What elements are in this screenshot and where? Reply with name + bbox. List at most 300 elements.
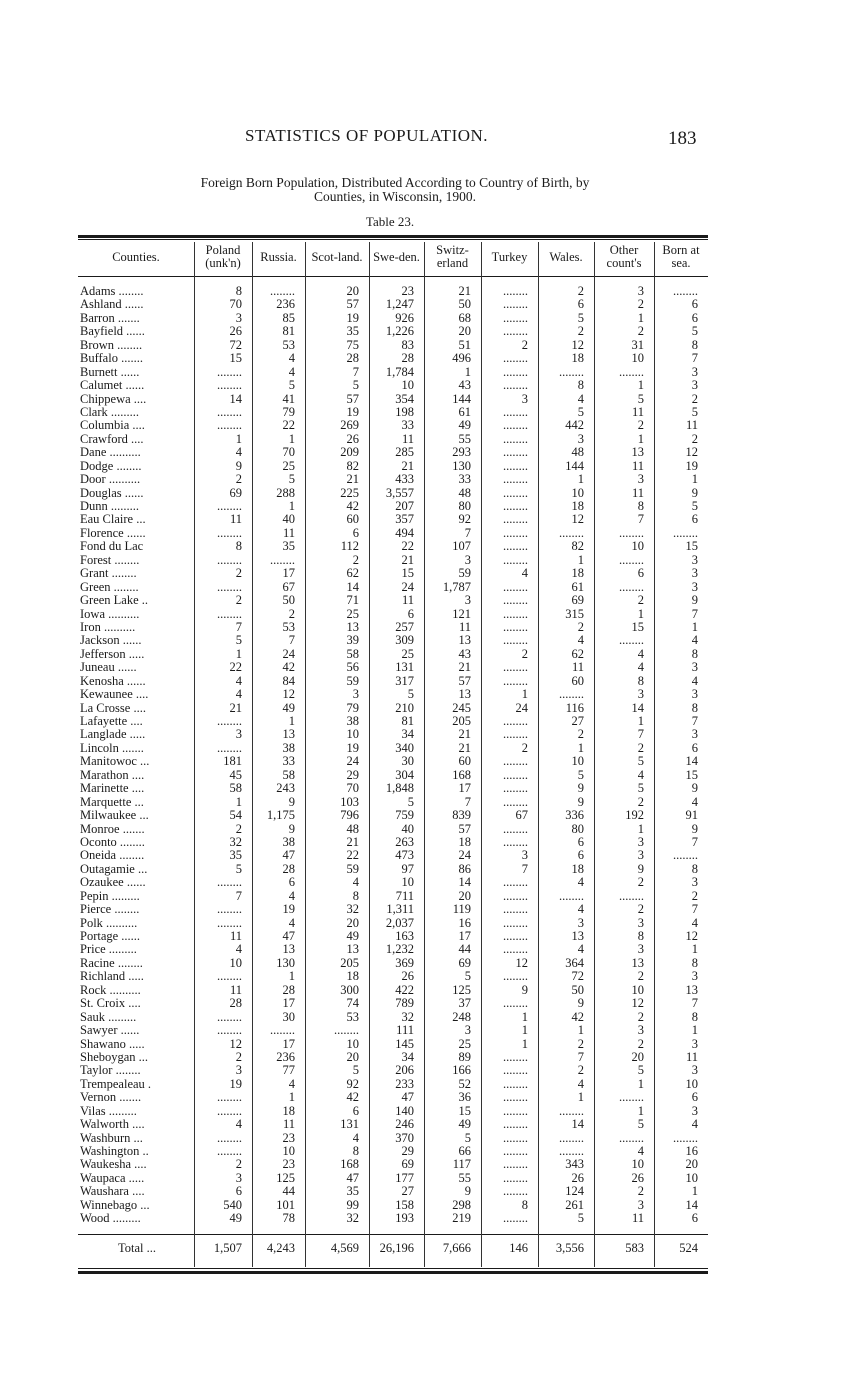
- cell-russia: 28: [282, 982, 295, 997]
- table-row: [0, 339, 859, 352]
- county-name: Pierce ........: [80, 902, 140, 917]
- cell-poland: 4: [235, 687, 242, 702]
- cell-born-at-sea: 7: [691, 714, 698, 728]
- cell-russia: 79: [282, 404, 295, 419]
- cell-sweden: 433: [395, 472, 414, 487]
- cell-switzerland: 107: [452, 539, 471, 554]
- cell-turkey: ........: [503, 593, 528, 608]
- cell-scotland: 209: [340, 445, 359, 460]
- cell-turkey: ........: [503, 310, 528, 325]
- cell-turkey: ........: [503, 485, 528, 500]
- county-name: Buffalo .......: [80, 351, 143, 366]
- cell-scotland: 47: [346, 1170, 359, 1185]
- table-row: [0, 957, 859, 970]
- cell-turkey: 3: [521, 391, 528, 406]
- cell-sweden: 711: [395, 888, 414, 903]
- cell-poland: 12: [229, 1036, 242, 1051]
- cell-wales: 72: [571, 969, 584, 984]
- cell-russia: 5: [288, 472, 295, 487]
- table-row: [0, 581, 859, 594]
- cell-other-countries: 6: [637, 566, 644, 581]
- table-row: [0, 567, 859, 580]
- table-row: [0, 876, 859, 889]
- cell-wales: ........: [559, 687, 584, 702]
- cell-wales: 4: [577, 1076, 584, 1091]
- cell-switzerland: 21: [458, 660, 471, 675]
- cell-wales: 18: [571, 351, 584, 366]
- total-other-countries: 583: [625, 1241, 644, 1255]
- cell-scotland: 2: [352, 552, 359, 567]
- cell-other-countries: 2: [637, 902, 644, 917]
- cell-poland: 4: [235, 445, 242, 460]
- county-name: Lincoln .......: [80, 740, 144, 755]
- county-name: Lafayette ....: [80, 714, 143, 728]
- cell-switzerland: 298: [452, 1197, 471, 1212]
- county-name: Shawano .....: [80, 1036, 145, 1051]
- cell-scotland: 79: [346, 700, 359, 715]
- cell-other-countries: 5: [637, 391, 644, 406]
- cell-switzerland: 55: [458, 431, 471, 446]
- cell-born-at-sea: 8: [691, 1009, 698, 1024]
- cell-scotland: 56: [346, 660, 359, 675]
- cell-switzerland: 33: [458, 472, 471, 487]
- top-rule-thick: [78, 235, 708, 238]
- cell-sweden: 34: [401, 1049, 414, 1064]
- cell-scotland: 10: [346, 727, 359, 742]
- cell-switzerland: 15: [458, 1103, 471, 1118]
- cell-other-countries: 3: [637, 834, 644, 849]
- cell-born-at-sea: 3: [691, 378, 698, 393]
- cell-scotland: 8: [352, 1144, 359, 1158]
- cell-russia: 78: [282, 1211, 295, 1226]
- cell-scotland: 19: [346, 310, 359, 325]
- cell-born-at-sea: 1: [691, 942, 698, 957]
- cell-sweden: 2,037: [385, 915, 414, 930]
- cell-switzerland: 51: [458, 337, 471, 352]
- total-turkey: 146: [509, 1241, 528, 1255]
- cell-other-countries: ........: [619, 579, 644, 594]
- county-name: Juneau ......: [80, 660, 137, 675]
- cell-sweden: 1,311: [386, 902, 414, 917]
- cell-scotland: 5: [352, 378, 359, 393]
- table-row: [0, 1091, 859, 1104]
- county-name: Marinette ....: [80, 781, 145, 796]
- cell-sweden: 34: [401, 727, 414, 742]
- cell-born-at-sea: 2: [691, 391, 698, 406]
- cell-other-countries: 8: [637, 673, 644, 688]
- table-row: [0, 1158, 859, 1171]
- cell-poland: 69: [229, 485, 242, 500]
- total-scotland: 4,569: [330, 1241, 359, 1255]
- cell-russia: 22: [282, 418, 295, 433]
- cell-russia: 47: [282, 848, 295, 863]
- cell-other-countries: 5: [637, 1117, 644, 1132]
- cell-scotland: 42: [346, 1090, 359, 1105]
- county-name: Trempealeau .: [80, 1076, 152, 1091]
- cell-born-at-sea: 15: [685, 767, 698, 782]
- county-name: Polk ..........: [80, 915, 138, 930]
- cell-switzerland: 49: [458, 1117, 471, 1132]
- cell-poland: 7: [235, 619, 242, 634]
- cell-poland: ........: [217, 969, 242, 984]
- cell-scotland: 48: [346, 821, 359, 836]
- cell-wales: 14: [571, 1117, 584, 1132]
- cell-other-countries: ........: [619, 1090, 644, 1105]
- table-caption-line2: Counties, in Wisconsin, 1900.: [314, 189, 476, 204]
- cell-other-countries: 1: [637, 821, 644, 836]
- cell-sweden: 11: [401, 593, 414, 608]
- table-row: [0, 796, 859, 809]
- cell-poland: ........: [217, 579, 242, 594]
- cell-scotland: 168: [340, 1157, 359, 1172]
- cell-turkey: ........: [503, 418, 528, 433]
- table-row: [0, 1051, 859, 1064]
- cell-born-at-sea: 13: [685, 982, 698, 997]
- cell-other-countries: 13: [631, 445, 644, 460]
- county-name: Florence ......: [80, 525, 146, 540]
- cell-switzerland: 66: [458, 1144, 471, 1158]
- cell-scotland: 225: [340, 485, 359, 500]
- cell-turkey: ........: [503, 552, 528, 567]
- table-row: [0, 809, 859, 822]
- cell-other-countries: 2: [637, 418, 644, 433]
- cell-wales: 12: [571, 512, 584, 527]
- cell-russia: 11: [282, 525, 295, 540]
- cell-switzerland: 17: [458, 781, 471, 796]
- cell-russia: 125: [276, 1170, 295, 1185]
- cell-other-countries: 2: [637, 794, 644, 809]
- cell-switzerland: 13: [458, 687, 471, 702]
- cell-sweden: 83: [401, 337, 414, 352]
- page-number: 183: [668, 128, 697, 149]
- cell-sweden: 233: [395, 1076, 414, 1091]
- cell-poland: 1: [235, 794, 242, 809]
- cell-other-countries: 10: [631, 982, 644, 997]
- table-row: [0, 661, 859, 674]
- table-row: [0, 352, 859, 365]
- cell-russia: 101: [276, 1197, 295, 1212]
- cell-other-countries: 14: [631, 700, 644, 715]
- cell-other-countries: 3: [637, 284, 644, 298]
- cell-turkey: ........: [503, 619, 528, 634]
- cell-russia: 12: [282, 687, 295, 702]
- cell-other-countries: 1: [637, 1076, 644, 1091]
- county-name: Rock ..........: [80, 982, 141, 997]
- cell-turkey: ........: [503, 499, 528, 513]
- cell-russia: 41: [282, 391, 295, 406]
- cell-sweden: 11: [401, 431, 414, 446]
- cell-switzerland: 20: [458, 888, 471, 903]
- cell-born-at-sea: 7: [691, 996, 698, 1011]
- cell-born-at-sea: 6: [691, 1211, 698, 1226]
- total-top-rule: [78, 1234, 708, 1235]
- cell-poland: 32: [229, 834, 242, 849]
- cell-born-at-sea: 3: [691, 1063, 698, 1078]
- cell-sweden: 1,848: [385, 781, 414, 796]
- cell-turkey: 2: [521, 337, 528, 352]
- cell-turkey: ........: [503, 969, 528, 984]
- cell-scotland: 796: [340, 808, 359, 823]
- cell-russia: ........: [270, 552, 295, 567]
- cell-wales: 2: [577, 619, 584, 634]
- table-row: [0, 930, 859, 943]
- cell-turkey: 4: [521, 566, 528, 581]
- cell-switzerland: 248: [452, 1009, 471, 1024]
- cell-born-at-sea: 20: [685, 1157, 698, 1172]
- county-name: Richland .....: [80, 969, 144, 984]
- county-name: Milwaukee ...: [80, 808, 149, 823]
- cell-wales: 3: [577, 431, 584, 446]
- cell-other-countries: 8: [637, 929, 644, 943]
- cell-switzerland: 3: [464, 593, 471, 608]
- cell-switzerland: 43: [458, 646, 471, 661]
- table-row: [0, 540, 859, 553]
- cell-sweden: 23: [401, 284, 414, 298]
- cell-poland: ........: [217, 1090, 242, 1105]
- county-name: Brown ........: [80, 337, 143, 352]
- cell-wales: ........: [559, 1103, 584, 1118]
- cell-switzerland: 86: [458, 861, 471, 876]
- cell-scotland: 42: [346, 499, 359, 513]
- table-row: [0, 366, 859, 379]
- cell-turkey: ........: [503, 351, 528, 366]
- total-born-at-sea: 524: [679, 1241, 698, 1255]
- table-row: [0, 1172, 859, 1185]
- table-row: [0, 849, 859, 862]
- total-poland: 1,507: [213, 1241, 242, 1255]
- cell-sweden: 40: [401, 821, 414, 836]
- cell-sweden: 21: [401, 458, 414, 473]
- table-row: [0, 527, 859, 540]
- column-header-switzerland: Switz-erland: [436, 243, 469, 270]
- table-row: [0, 1024, 859, 1037]
- cell-russia: 7: [288, 633, 295, 648]
- cell-turkey: ........: [503, 821, 528, 836]
- county-name: Oneida ........: [80, 848, 145, 863]
- cell-born-at-sea: ........: [673, 1130, 698, 1145]
- cell-switzerland: 5: [464, 969, 471, 984]
- cell-sweden: 340: [395, 740, 414, 755]
- cell-other-countries: 3: [637, 472, 644, 487]
- cell-poland: 9: [235, 458, 242, 473]
- column-header-born-at-sea: Born at sea.: [662, 243, 700, 270]
- cell-poland: 35: [229, 848, 242, 863]
- cell-poland: 4: [235, 1117, 242, 1132]
- cell-scotland: 300: [340, 982, 359, 997]
- cell-born-at-sea: 3: [691, 969, 698, 984]
- cell-scotland: 269: [340, 418, 359, 433]
- cell-switzerland: 49: [458, 418, 471, 433]
- cell-wales: 42: [571, 1009, 584, 1024]
- cell-born-at-sea: 4: [691, 794, 698, 809]
- cell-russia: 11: [282, 1117, 295, 1132]
- table-row: [0, 917, 859, 930]
- cell-turkey: ........: [503, 284, 528, 298]
- cell-sweden: 206: [395, 1063, 414, 1078]
- cell-wales: 336: [565, 808, 584, 823]
- cell-wales: 442: [565, 418, 584, 433]
- county-name: Langlade .....: [80, 727, 146, 742]
- county-name: St. Croix ....: [80, 996, 141, 1011]
- cell-switzerland: 57: [458, 673, 471, 688]
- table-row: [0, 1078, 859, 1091]
- cell-turkey: ........: [503, 1090, 528, 1105]
- cell-russia: 81: [282, 324, 295, 339]
- cell-russia: 10: [282, 1144, 295, 1158]
- cell-sweden: 15: [401, 566, 414, 581]
- cell-russia: 38: [282, 834, 295, 849]
- cell-wales: 5: [577, 1211, 584, 1226]
- cell-russia: 44: [282, 1184, 295, 1199]
- table-row: [0, 473, 859, 486]
- cell-born-at-sea: 3: [691, 566, 698, 581]
- cell-sweden: 140: [395, 1103, 414, 1118]
- cell-russia: 130: [276, 955, 295, 970]
- cell-other-countries: 2: [637, 297, 644, 312]
- county-name: Clark .........: [80, 404, 140, 419]
- cell-other-countries: 31: [631, 337, 644, 352]
- cell-russia: 33: [282, 754, 295, 769]
- cell-russia: 47: [282, 929, 295, 943]
- cell-sweden: 193: [395, 1211, 414, 1226]
- cell-poland: 3: [235, 727, 242, 742]
- cell-turkey: ........: [503, 472, 528, 487]
- cell-wales: 2: [577, 1036, 584, 1051]
- cell-switzerland: 89: [458, 1049, 471, 1064]
- cell-wales: ........: [559, 525, 584, 540]
- cell-sweden: 30: [401, 754, 414, 769]
- cell-poland: ........: [217, 418, 242, 433]
- cell-turkey: ........: [503, 1170, 528, 1185]
- cell-other-countries: 3: [637, 1023, 644, 1038]
- cell-scotland: 18: [346, 969, 359, 984]
- total-row: [0, 1241, 859, 1257]
- cell-scotland: 59: [346, 861, 359, 876]
- cell-wales: 4: [577, 391, 584, 406]
- cell-switzerland: 245: [452, 700, 471, 715]
- cell-turkey: ........: [503, 1076, 528, 1091]
- cell-turkey: ........: [503, 1130, 528, 1145]
- cell-poland: ........: [217, 1144, 242, 1158]
- cell-turkey: 2: [521, 740, 528, 755]
- cell-russia: 4: [288, 888, 295, 903]
- cell-switzerland: 130: [452, 458, 471, 473]
- cell-wales: 1: [577, 1090, 584, 1105]
- cell-russia: 67: [282, 579, 295, 594]
- cell-scotland: 205: [340, 955, 359, 970]
- cell-russia: 17: [282, 566, 295, 581]
- cell-switzerland: 205: [452, 714, 471, 728]
- table-row: [0, 433, 859, 446]
- cell-other-countries: 2: [637, 1009, 644, 1024]
- county-name: Washington ..: [80, 1144, 149, 1158]
- cell-scotland: 13: [346, 942, 359, 957]
- cell-switzerland: 293: [452, 445, 471, 460]
- cell-wales: 144: [565, 458, 584, 473]
- cell-russia: 50: [282, 593, 295, 608]
- cell-switzerland: 21: [458, 727, 471, 742]
- cell-russia: 4: [288, 915, 295, 930]
- cell-sweden: 317: [395, 673, 414, 688]
- cell-russia: 1: [288, 499, 295, 513]
- cell-poland: ........: [217, 1023, 242, 1038]
- cell-sweden: 285: [395, 445, 414, 460]
- cell-wales: 5: [577, 404, 584, 419]
- cell-scotland: 131: [340, 1117, 359, 1132]
- cell-russia: 9: [288, 794, 295, 809]
- cell-russia: 28: [282, 861, 295, 876]
- cell-sweden: 759: [395, 808, 414, 823]
- table-row: [0, 742, 859, 755]
- cell-wales: 8: [577, 378, 584, 393]
- county-name: Crawford ....: [80, 431, 144, 446]
- cell-russia: 23: [282, 1157, 295, 1172]
- page-header-title: STATISTICS OF POPULATION.: [245, 126, 489, 145]
- cell-switzerland: 17: [458, 929, 471, 943]
- cell-born-at-sea: 6: [691, 310, 698, 325]
- cell-born-at-sea: 9: [691, 821, 698, 836]
- cell-wales: 50: [571, 982, 584, 997]
- cell-sweden: 25: [401, 646, 414, 661]
- cell-wales: 10: [571, 754, 584, 769]
- cell-born-at-sea: 10: [685, 1076, 698, 1091]
- cell-born-at-sea: 1: [691, 619, 698, 634]
- cell-poland: 11: [229, 982, 242, 997]
- cell-sweden: 33: [401, 418, 414, 433]
- cell-poland: 4: [235, 942, 242, 957]
- cell-turkey: 1: [521, 687, 528, 702]
- cell-wales: 27: [571, 714, 584, 728]
- cell-born-at-sea: 6: [691, 297, 698, 312]
- cell-switzerland: 7: [464, 794, 471, 809]
- cell-other-countries: 1: [637, 378, 644, 393]
- cell-wales: 1: [577, 740, 584, 755]
- cell-turkey: ........: [503, 458, 528, 473]
- cell-turkey: ........: [503, 942, 528, 957]
- county-name: Racine ........: [80, 955, 143, 970]
- cell-sweden: 5: [407, 794, 414, 809]
- county-name: Jefferson .....: [80, 646, 145, 661]
- cell-other-countries: 1: [637, 714, 644, 728]
- cell-sweden: 163: [395, 929, 414, 943]
- table-row: [0, 1132, 859, 1145]
- cell-scotland: 4: [352, 1130, 359, 1145]
- cell-turkey: ........: [503, 915, 528, 930]
- table-row: [0, 943, 859, 956]
- table-row: [0, 608, 859, 621]
- cell-switzerland: 13: [458, 633, 471, 648]
- cell-sweden: 207: [395, 499, 414, 513]
- table-caption-line1: Foreign Born Population, Distributed According to Country of Birth, by: [200, 175, 590, 190]
- cell-scotland: 21: [346, 834, 359, 849]
- cell-turkey: 9: [521, 982, 528, 997]
- cell-born-at-sea: 3: [691, 364, 698, 379]
- cell-other-countries: 5: [637, 754, 644, 769]
- county-name: Walworth ....: [80, 1117, 145, 1132]
- cell-poland: 11: [229, 929, 242, 943]
- cell-scotland: 19: [346, 740, 359, 755]
- cell-turkey: 12: [515, 955, 528, 970]
- cell-born-at-sea: 12: [685, 929, 698, 943]
- cell-other-countries: ........: [619, 364, 644, 379]
- cell-russia: 4: [288, 364, 295, 379]
- cell-turkey: 67: [515, 808, 528, 823]
- table-row: [0, 1064, 859, 1077]
- cell-scotland: 20: [346, 1049, 359, 1064]
- county-name: Green ........: [80, 579, 139, 594]
- total-label: Total ...: [118, 1241, 157, 1255]
- cell-born-at-sea: ........: [673, 848, 698, 863]
